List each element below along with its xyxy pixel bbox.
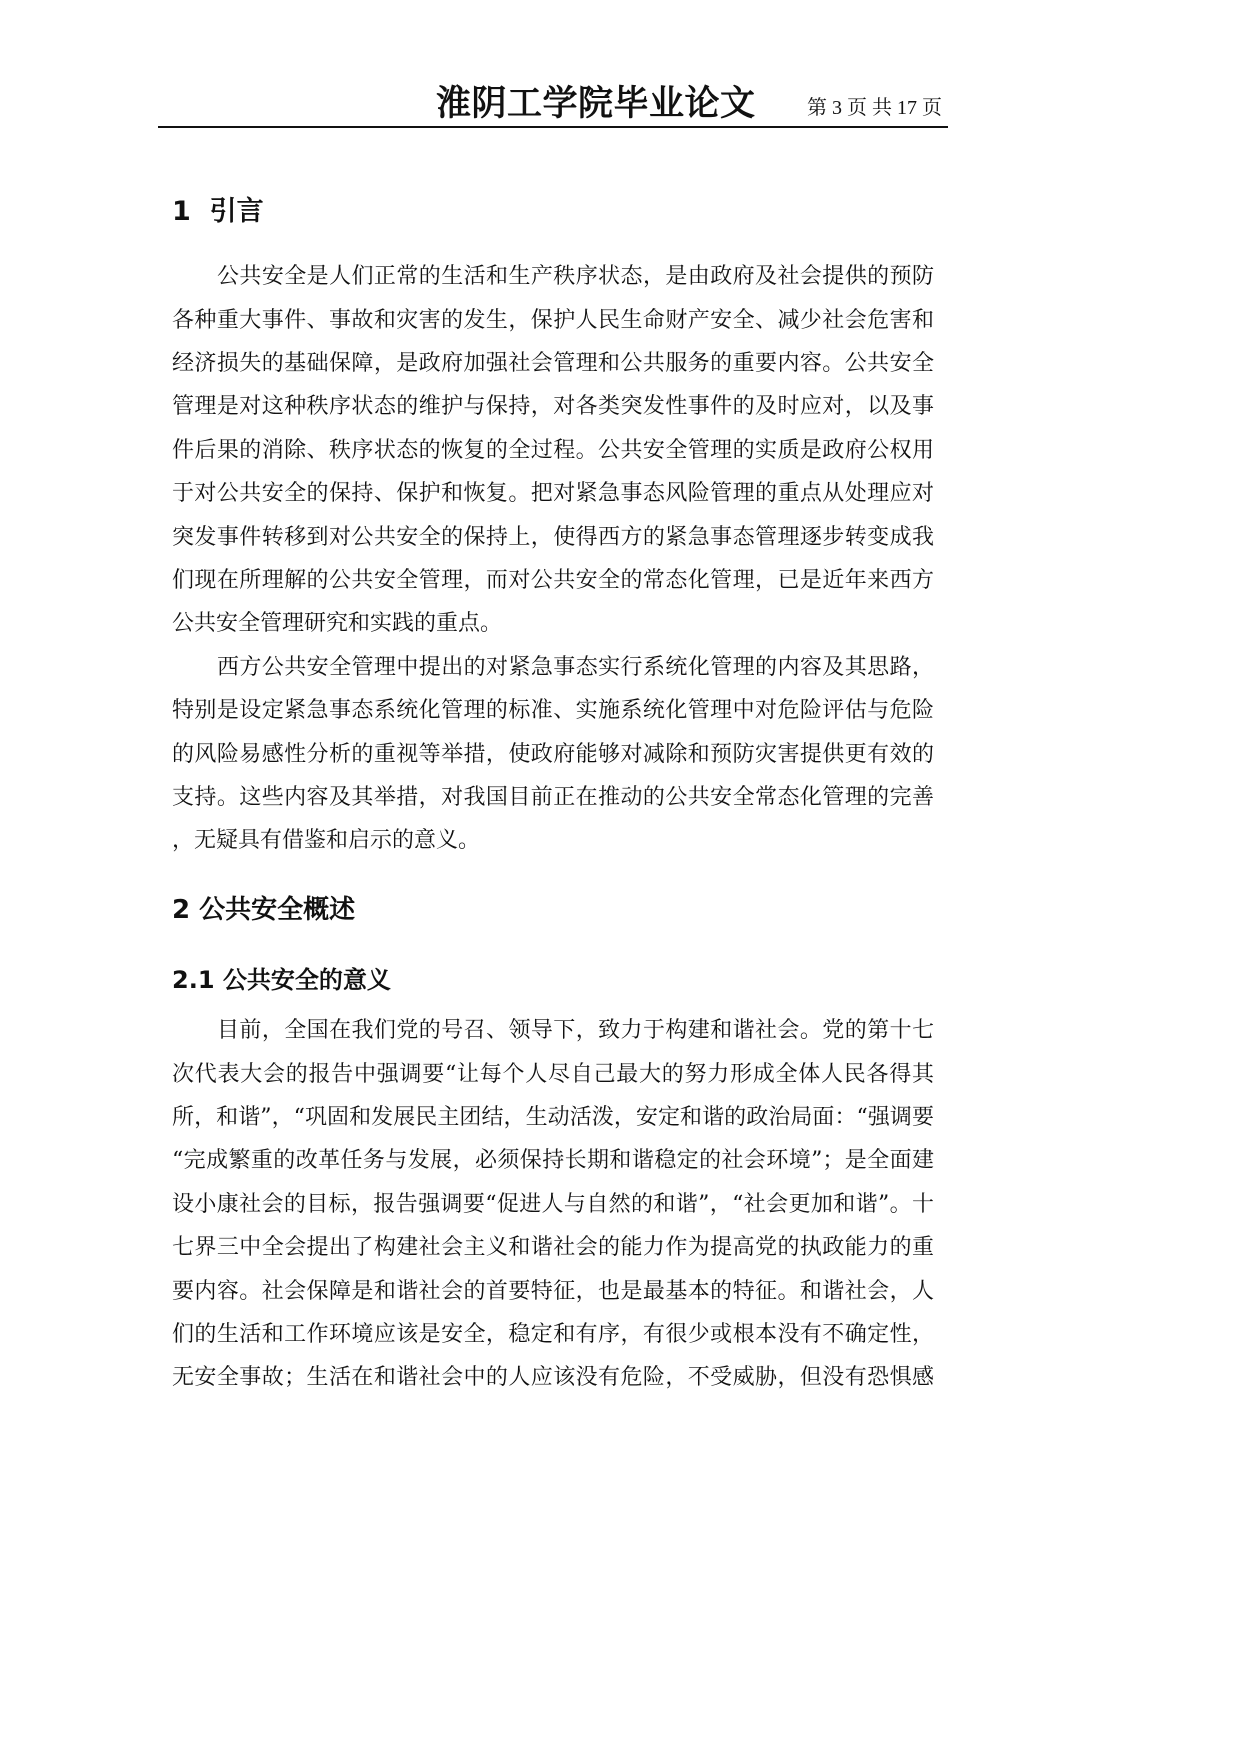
text-line: 目前，全国在我们党的号召、领导下，致力于构建和谐社会。党的第十七 [217, 1018, 934, 1044]
text-line: 的风险易感性分析的重视等举措，使政府能够对减除和预防灾害提供更有效的 [172, 741, 934, 767]
text-line: “完成繁重的改革任务与发展，必须保持长期和谐稳定的社会环境”；是全面建 [172, 1148, 934, 1174]
text-line: 设小康社会的目标，报告强调要“促进人与自然的和谐”，“社会更加和谐”。十 [172, 1191, 934, 1217]
text-line: 支持。这些内容及其举措，对我国目前正在推动的公共安全常态化管理的完善 [172, 784, 934, 810]
text-line: 管理是对这种秩序状态的维护与保持，对各类突发性事件的及时应对，以及事 [172, 394, 934, 420]
text-line: 要内容。社会保障是和谐社会的首要特征，也是最基本的特征。和谐社会，人 [172, 1278, 934, 1304]
text-line: 七界三中全会提出了构建社会主义和谐社会的能力作为提高党的执政能力的重 [172, 1235, 934, 1261]
text-line: 西方公共安全管理中提出的对紧急事态实行系统化管理的内容及其思路， [217, 654, 934, 680]
text-line: 于对公共安全的保持、保护和恢复。把对紧急事态风险管理的重点从处理应对 [172, 481, 934, 507]
section-heading-public-safety-overview: 2 公共安全概述 [172, 895, 356, 925]
header-divider [158, 126, 948, 128]
page-number-info: 第 3 页 共 17 页 [807, 97, 942, 119]
body-text-paragraphs-1-2 [172, 255, 934, 862]
text-line: 公共安全是人们正常的生活和生产秩序状态，是由政府及社会提供的预防 [217, 264, 934, 290]
paragraph-1 [172, 255, 934, 646]
subsection-heading-public-safety-meaning: 2.1 公共安全的意义 [172, 966, 391, 994]
text-line: 所，和谐”，“巩固和发展民主团结，生动活泼，安定和谐的政治局面：“强调要 [172, 1105, 934, 1131]
text-line: 们的生活和工作环境应该是安全，稳定和有序，有很少或根本没有不确定性， [172, 1322, 934, 1348]
paragraph-2 [172, 646, 934, 863]
text-line: ，无疑具有借鉴和启示的意义。 [172, 828, 481, 854]
text-line: 特别是设定紧急事态系统化管理的标准、实施系统化管理中对危险评估与危险 [172, 698, 934, 724]
text-line: 公共安全管理研究和实践的重点。 [172, 611, 503, 637]
thesis-header-title: 淮阴工学院毕业论文 [436, 83, 756, 124]
text-line: 无安全事故；生活在和谐社会中的人应该没有危险，不受威胁，但没有恐惧感 [172, 1365, 934, 1391]
text-line: 们现在所理解的公共安全管理，而对公共安全的常态化管理，已是近年来西方 [172, 568, 934, 594]
text-line: 各种重大事件、事故和灾害的发生，保护人民生命财产安全、减少社会危害和 [172, 307, 934, 333]
text-line: 经济损失的基础保障，是政府加强社会管理和公共服务的重要内容。公共安全 [172, 351, 934, 377]
paragraph-3 [172, 1009, 934, 1400]
section-heading-introduction: 1 引言 [172, 196, 264, 227]
text-line: 突发事件转移到对公共安全的保持上，使得西方的紧急事态管理逐步转变成我 [172, 524, 934, 550]
text-line: 件后果的消除、秩序状态的恢复的全过程。公共安全管理的实质是政府公权用 [172, 437, 934, 463]
text-line: 次代表大会的报告中强调要“让每个人尽自己最大的努力形成全体人民各得其 [172, 1061, 934, 1087]
